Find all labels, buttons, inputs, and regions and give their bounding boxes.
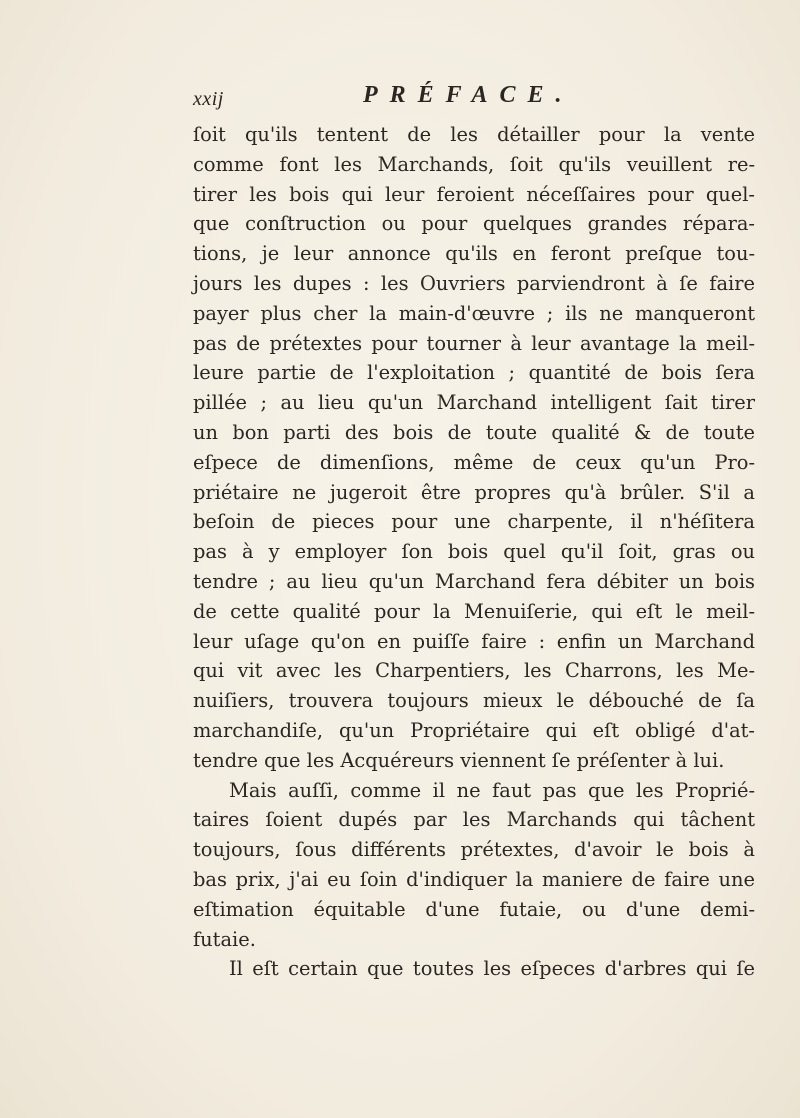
text-line: eſtimation équitable d'une futaie, ou d'une demi- [193, 897, 755, 921]
running-title: PRÉFACE. [363, 82, 574, 108]
text-line: Mais auſſi, comme il ne faut pas que les Proprié- [229, 778, 755, 802]
text-line: marchandiſe, qu'un Propriétaire qui eſt obligé d'at- [193, 718, 755, 742]
text-line: ſoit qu'ils tentent de les détailler pour la vente [193, 123, 755, 146]
text-line: beſoin de pieces pour une charpente, il n'héſitera [193, 510, 755, 534]
text-line: qui vit avec les Charpentiers, les Charrons, les Me- [193, 659, 755, 683]
text-line: priétaire ne jugeroit être propres qu'à brûler. S'il a [193, 480, 755, 504]
text-line: pas de prétextes pour tourner à leur avantage la meil- [193, 331, 755, 355]
text-line: comme font les Marchands, ſoit qu'ils veuillent re- [193, 152, 755, 176]
page-number: xxij [193, 88, 224, 110]
text-line: eſpece de dimenſions, même de ceux qu'un Pro- [193, 450, 755, 474]
text-line: tirer les bois qui leur feroient néceſſaires pour quel- [193, 182, 755, 206]
text-line: pas à y employer ſon bois quel qu'il ſoit, gras ou [193, 540, 755, 564]
text-line: de cette qualité pour la Menuiſerie, qui eſt le meil- [193, 599, 755, 623]
text-line: bas prix, j'ai eu ſoin d'indiquer la maniere de faire une [193, 867, 755, 891]
body-text [193, 120, 755, 984]
text-line: pillée ; au lieu qu'un Marchand intelligent ſait tirer [193, 391, 755, 415]
text-line: tendre que les Acquéreurs viennent ſe préſenter à lui. [193, 748, 725, 772]
text-line: taires ſoient dupés par les Marchands qui tâchent [193, 808, 755, 832]
text-line: leur uſage qu'on en puiſſe faire : enfin un Marchand [193, 629, 755, 653]
text-line: nuiſiers, trouvera toujours mieux le débouché de ſa [193, 689, 755, 713]
text-line: Il eſt certain que toutes les eſpeces d'arbres qui ſe [229, 957, 755, 981]
text-line: toujours, ſous différents prétextes, d'avoir le bois à [193, 838, 755, 862]
page-header [193, 82, 753, 116]
text-line: jours les dupes : les Ouvriers parviendront à ſe faire [193, 271, 755, 295]
text-line: un bon parti des bois de toute qualité & de toute [193, 420, 755, 444]
text-line: que conſtruction ou pour quelques grandes répara- [193, 212, 755, 236]
text-line: payer plus cher la main-d'œuvre ; ils ne manqueront [193, 301, 755, 325]
text-line: tions, je leur annonce qu'ils en feront preſque tou- [193, 242, 755, 266]
text-line: leure partie de l'exploitation ; quantité de bois ſera [193, 361, 755, 385]
text-line: tendre ; au lieu qu'un Marchand fera débiter un bois [193, 569, 755, 593]
text-line: futaie. [193, 927, 256, 951]
